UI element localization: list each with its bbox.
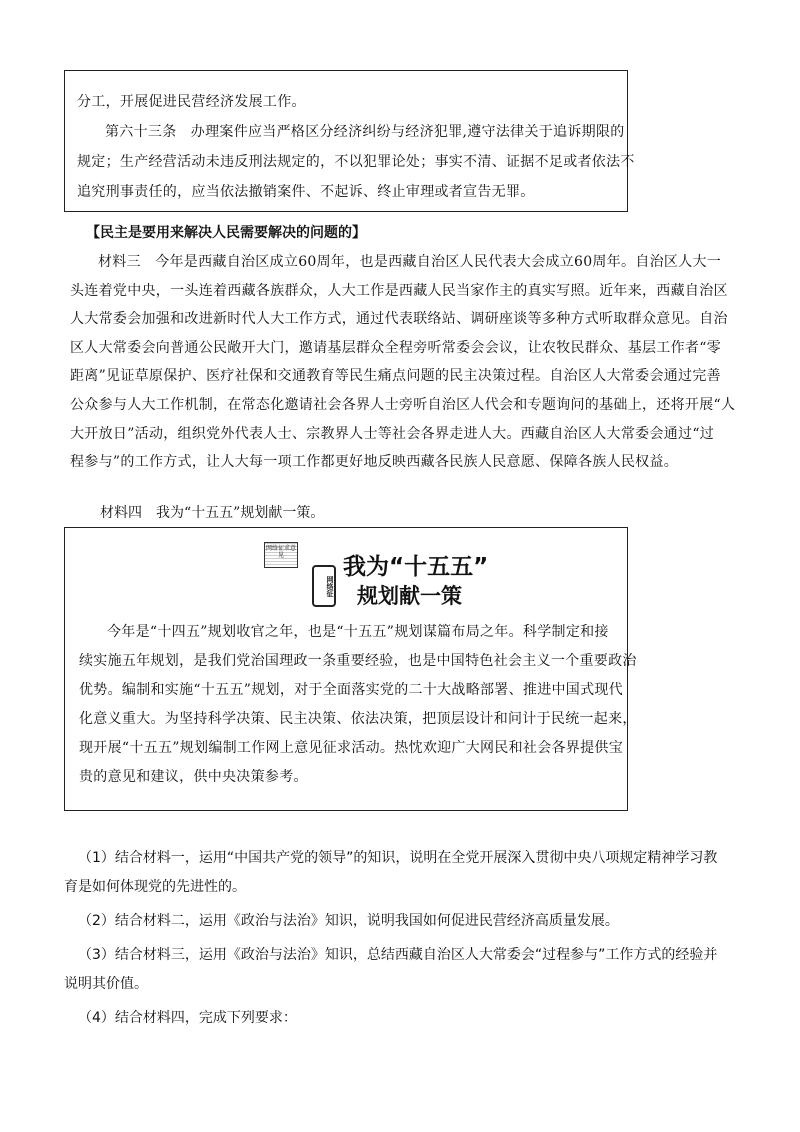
banner-title-line2: 规划献一策	[357, 584, 462, 608]
notice-line: 贵的意见和建议，供中央决策参考。	[79, 769, 308, 785]
notice-line: 现开展“十五五”规划编制工作网上意见征求活动。热忱欢迎广大网民和社会各界提供宝	[79, 740, 624, 756]
stamp-seal: 网络征	[312, 565, 336, 607]
law-excerpt-line: 分工，开展促进民营经济发展工作。	[77, 94, 306, 110]
material-three-line: 材料三 今年是西藏自治区成立60周年，也是西藏自治区人民代表大会成立60周年。自治区人大一	[98, 254, 722, 270]
notice-line: 续实施五年规划，是我们党治国理政一条重要经验，也是中国特色社会主义一个重要政治	[79, 653, 637, 669]
stamp-logo: 网络征求意见	[264, 542, 298, 568]
material-three-line: 大开放日”活动，组织党外代表人士、宗教界人士等社会各界走进人大。西藏自治区人大常委会通过“过	[70, 425, 715, 442]
questions	[64, 844, 744, 1033]
notice-line: 化意义重大。为坚持科学决策、民主决策、依法决策，把顶层设计和问计于民统一起来，	[79, 711, 637, 727]
section-heading: 【民主是要用来解决人民需要解决的问题的】	[86, 225, 366, 241]
question-2: （2）结合材料二，运用《政治与法治》知识，说明我国如何促进民营经济高质量发展。	[78, 913, 619, 929]
question-3-line1: （3）结合材料三，运用《政治与法治》知识，总结西藏自治区人大常委会“过程参与”工作方式的经验并	[78, 947, 718, 963]
material-three-line: 头连着党中央，一头连着西藏各族群众，人大工作是西藏人民当家作主的真实写照。近年来，西藏自治区	[70, 282, 728, 299]
material-four-box	[64, 527, 637, 811]
material-four-title: 材料四 我为“十五五”规划献一策。	[100, 505, 325, 521]
material-three-line: 程参与”的工作方式，让人大每一项工作都更好地反映西藏各民族人民意愿、保障各族人民权益。	[70, 454, 679, 471]
material-three	[70, 248, 736, 477]
notice-line: 优势。编制和实施“十五五”规划，对于全面落实党的二十大战略部署、推进中国式现代	[79, 682, 624, 698]
material-three-line: 人大常委会加强和改进新时代人大工作方式，通过代表联络站、调研座谈等多种方式听取群众意见。自治	[70, 311, 728, 328]
material-three-line: 区人大常委会向普通公民敞开大门，邀请基层群众全程旁听常委会会议，让农牧民群众、基层工作者“零	[70, 339, 721, 356]
banner-title-line1: 我为“十五五”	[343, 554, 489, 580]
notice-line: 今年是“十四五”规划收官之年，也是“十五五”规划谋篇布局之年。科学制定和接	[107, 624, 609, 640]
question-4: （4）结合材料四，完成下列要求：	[78, 1010, 297, 1026]
question-3-line2: 说明其价值。	[64, 976, 148, 992]
material-three-line: 距离”见证草原保护、医疗社保和交通教育等民生痛点问题的民主决策过程。自治区人大常委会通过完善	[70, 368, 721, 385]
law-excerpt-line: 追究刑事责任的，应当依法撤销案件、不起诉、终止审理或者宣告无罪。	[77, 184, 535, 200]
banner	[79, 528, 613, 618]
question-1-line1: （1）结合材料一，运用“中国共产党的领导”的知识，说明在全党开展深入贯彻中央八项规定精神学习教	[78, 850, 718, 866]
material-three-line: 公众参与人大工作机制，在常态化邀请社会各界人士旁听自治区人代会和专题询问的基础上，还将开展“人	[70, 396, 736, 413]
law-excerpt-line: 规定；生产经营活动未违反刑法规定的，不以犯罪论处；事实不清、证据不足或者依法不	[77, 154, 635, 170]
law-excerpt-box	[64, 70, 635, 212]
question-1-line2: 育是如何体现党的先进性的。	[64, 879, 246, 895]
law-article-63-line: 第六十三条 办理案件应当严格区分经济纠纷与经济犯罪,遵守法律关于追诉期限的	[105, 124, 625, 140]
